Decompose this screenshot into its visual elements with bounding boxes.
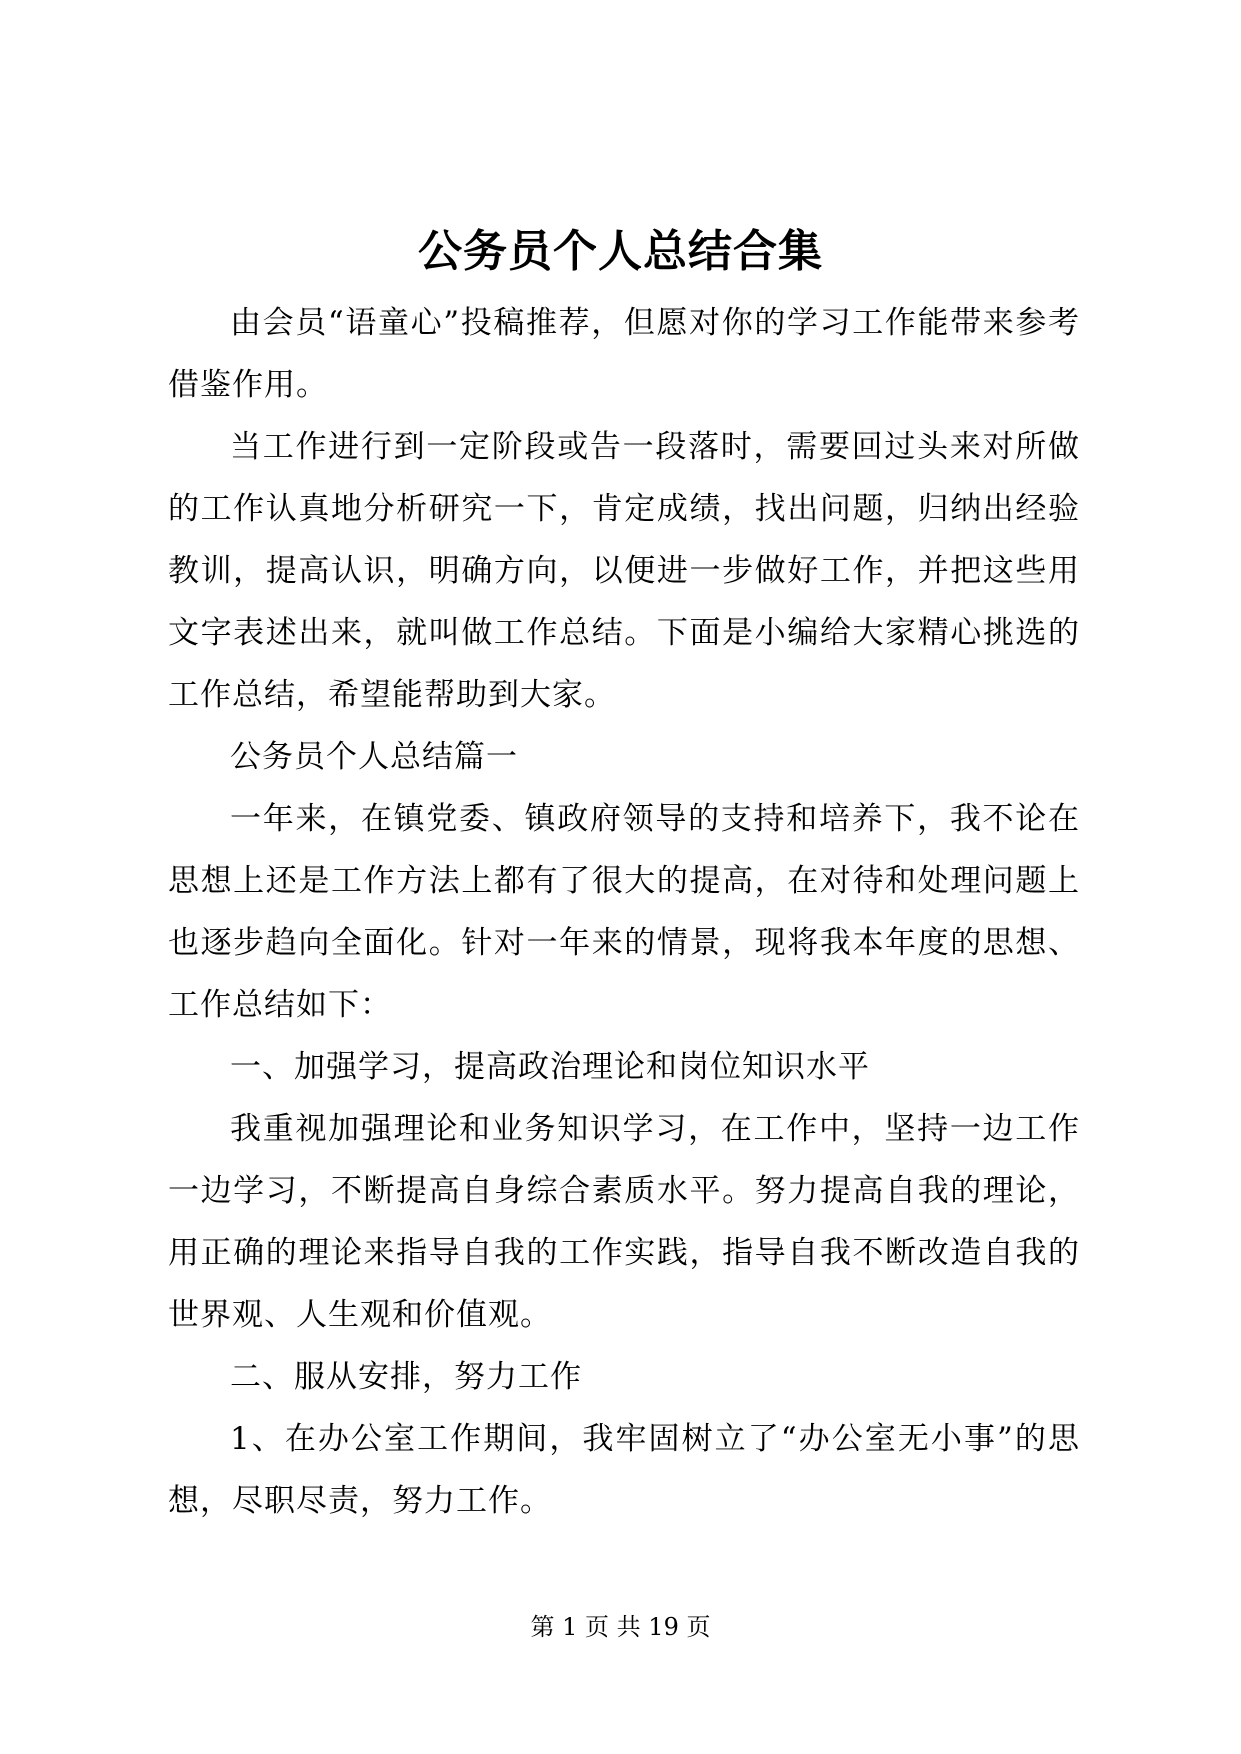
page-number-footer: 第 1 页 共 19 页 (530, 1613, 711, 1641)
document-title: 公务员个人总结合集 (418, 226, 823, 277)
paragraph-study: 我重视加强理论和业务知识学习，在工作中，坚持一边工作一边学习，不断提高自身综合素质水平。努力提高自我的理论，用正确的理论来指导自我的工作实践，指导自我不断改造自我的世界观、人生观和价值观。 (168, 1111, 1080, 1333)
paragraph-year-overview: 一年来，在镇党委、镇政府领导的支持和培养下，我不论在思想上还是工作方法上都有了很大的提高，在对待和处理问题上也逐步趋向全面化。针对一年来的情景，现将我本年度的思想、工作总结如下： (168, 801, 1080, 1023)
paragraph-office-work: 1、在办公室工作期间，我牢固树立了“办公室无小事”的思想，尽职尽责，努力工作。 (168, 1421, 1080, 1519)
paragraph-intro: 由会员“语童心”投稿推荐，但愿对你的学习工作能带来参考借鉴作用。 (168, 305, 1080, 403)
section-heading-work: 二、服从安排，努力工作 (230, 1359, 582, 1395)
paragraph-summary-definition: 当工作进行到一定阶段或告一段落时，需要回过头来对所做的工作认真地分析研究一下，肯定成绩，找出问题，归纳出经验教训，提高认识，明确方向，以便进一步做好工作，并把这些用文字表述出来，就叫做工作总结。下面是小编给大家精心挑选的工作总结，希望能帮助到大家。 (168, 429, 1080, 713)
section-heading-part-one: 公务员个人总结篇一 (230, 739, 518, 775)
document-body (168, 292, 1080, 1532)
section-heading-study: 一、加强学习，提高政治理论和岗位知识水平 (230, 1049, 870, 1085)
